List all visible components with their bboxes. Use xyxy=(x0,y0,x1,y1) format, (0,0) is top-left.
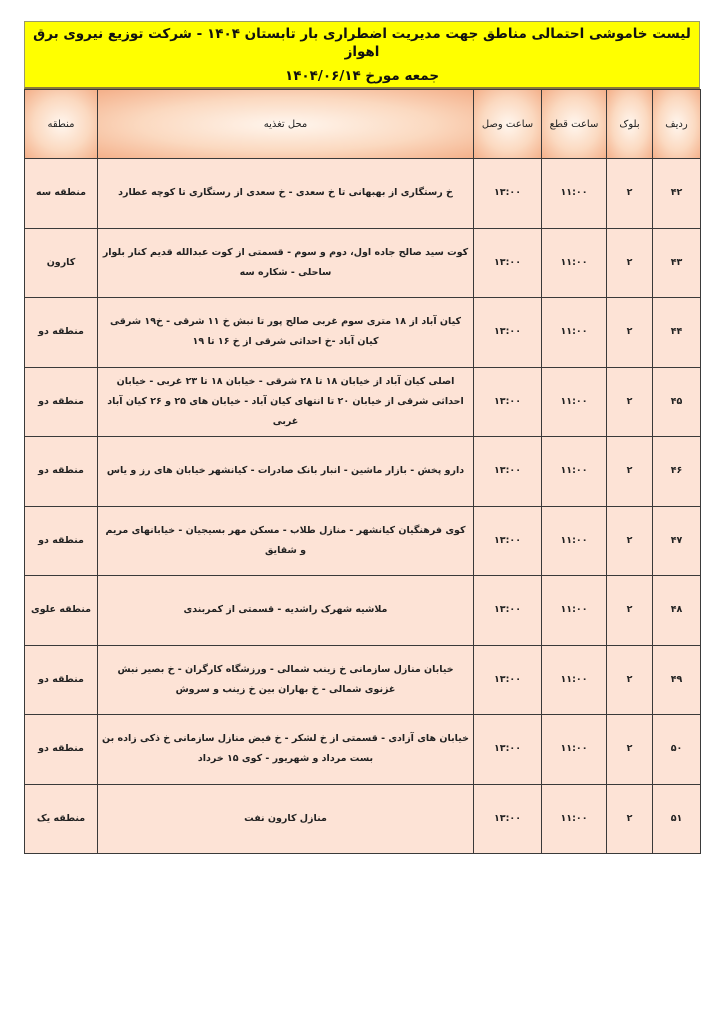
cell-radif: ۴۲ xyxy=(653,159,701,229)
cell-location: منازل کارون نفت xyxy=(98,784,474,854)
cell-area: منطقه سه xyxy=(25,159,98,229)
column-header-block: بلوک xyxy=(607,90,653,159)
cell-block: ۲ xyxy=(607,506,653,576)
cell-location: خیابان منازل سازمانی خ زینب شمالی - ورزشگاه کارگران - خ بصیر نبش غزنوی شمالی - خ بهاران بین خ زینب و سروش xyxy=(98,645,474,715)
cell-location: دارو پخش - بازار ماشین - انبار بانک صادرات - کیانشهر خیابان های رز و یاس xyxy=(98,437,474,507)
cell-area: منطقه علوی xyxy=(25,576,98,646)
cell-cut-time: ۱۱:۰۰ xyxy=(542,506,607,576)
cell-block: ۲ xyxy=(607,367,653,437)
cell-radif: ۴۸ xyxy=(653,576,701,646)
cell-cut-time: ۱۱:۰۰ xyxy=(542,159,607,229)
cell-location: خیابان های آزادی - قسمتی از خ لشکر - خ فیض منازل سازمانی خ ذکی زاده بن بست مرداد و شهریور - کوی ۱۵ خرداد xyxy=(98,715,474,785)
column-header-cut-time: ساعت قطع xyxy=(542,90,607,159)
cell-cut-time: ۱۱:۰۰ xyxy=(542,437,607,507)
table-row xyxy=(25,298,701,368)
cell-connect-time: ۱۳:۰۰ xyxy=(474,298,542,368)
cell-location: کیان آباد از ۱۸ متری سوم غربی صالح پور تا نبش خ ۱۱ شرقی - خ۱۹ شرقی کیان آباد -خ احداثی شرقی از خ ۱۶ تا ۱۹ xyxy=(98,298,474,368)
cell-connect-time: ۱۳:۰۰ xyxy=(474,506,542,576)
cell-cut-time: ۱۱:۰۰ xyxy=(542,715,607,785)
cell-cut-time: ۱۱:۰۰ xyxy=(542,298,607,368)
cell-block: ۲ xyxy=(607,298,653,368)
table-header-row xyxy=(25,90,701,159)
cell-connect-time: ۱۳:۰۰ xyxy=(474,159,542,229)
table-row xyxy=(25,645,701,715)
cell-cut-time: ۱۱:۰۰ xyxy=(542,576,607,646)
cell-area: منطقه دو xyxy=(25,298,98,368)
cell-connect-time: ۱۳:۰۰ xyxy=(474,228,542,298)
cell-radif: ۵۰ xyxy=(653,715,701,785)
cell-location: کوت سید صالح جاده اول، دوم و سوم - قسمتی از کوت عبدالله قدیم کنار بلوار ساحلی - شکاره سه xyxy=(98,228,474,298)
cell-block: ۲ xyxy=(607,576,653,646)
cell-cut-time: ۱۱:۰۰ xyxy=(542,645,607,715)
cell-block: ۲ xyxy=(607,784,653,854)
cell-block: ۲ xyxy=(607,159,653,229)
cell-connect-time: ۱۳:۰۰ xyxy=(474,784,542,854)
cell-block: ۲ xyxy=(607,228,653,298)
cell-radif: ۴۳ xyxy=(653,228,701,298)
cell-area: منطقه دو xyxy=(25,715,98,785)
document-date: جمعه مورخ ۱۴۰۴/۰۶/۱۴ xyxy=(284,67,440,84)
cell-connect-time: ۱۳:۰۰ xyxy=(474,715,542,785)
column-header-connect-time: ساعت وصل xyxy=(474,90,542,159)
cell-location: اصلی کیان آباد از خیابان ۱۸ تا ۲۸ شرقی - خیابان ۱۸ تا ۲۳ غربی - خیابان احداثی شرقی از خیابان ۲۰ تا انتهای کیان آباد - خیابان های ۲۵ و ۲۶ کیان آباد غربی xyxy=(98,367,474,437)
cell-area: منطقه دو xyxy=(25,645,98,715)
cell-cut-time: ۱۱:۰۰ xyxy=(542,784,607,854)
table-row xyxy=(25,506,701,576)
cell-radif: ۴۵ xyxy=(653,367,701,437)
cell-area: منطقه دو xyxy=(25,437,98,507)
table-row xyxy=(25,784,701,854)
cell-radif: ۵۱ xyxy=(653,784,701,854)
document-page xyxy=(24,21,700,854)
cell-radif: ۴۷ xyxy=(653,506,701,576)
cell-area: منطقه دو xyxy=(25,506,98,576)
cell-area: منطقه یک xyxy=(25,784,98,854)
cell-location: خ رستگاری از بهبهانی تا خ سعدی - خ سعدی از رستگاری تا کوچه عطارد xyxy=(98,159,474,229)
column-header-area: منطقه xyxy=(25,90,98,159)
cell-radif: ۴۶ xyxy=(653,437,701,507)
cell-radif: ۴۹ xyxy=(653,645,701,715)
cell-cut-time: ۱۱:۰۰ xyxy=(542,228,607,298)
cell-connect-time: ۱۳:۰۰ xyxy=(474,576,542,646)
table-row xyxy=(25,367,701,437)
cell-block: ۲ xyxy=(607,437,653,507)
table-row xyxy=(25,715,701,785)
column-header-radif: ردیف xyxy=(653,90,701,159)
cell-cut-time: ۱۱:۰۰ xyxy=(542,367,607,437)
cell-area: کارون xyxy=(25,228,98,298)
cell-area: منطقه دو xyxy=(25,367,98,437)
title-band xyxy=(24,21,700,89)
table-row xyxy=(25,228,701,298)
cell-location: کوی فرهنگیان کیانشهر - منازل طلاب - مسکن مهر بسیجیان - خیابانهای مریم و شقایق xyxy=(98,506,474,576)
outage-schedule-table xyxy=(24,89,701,854)
table-row xyxy=(25,437,701,507)
cell-connect-time: ۱۳:۰۰ xyxy=(474,367,542,437)
cell-block: ۲ xyxy=(607,715,653,785)
cell-location: ملاشیه شهرک راشدیه - قسمتی از کمربندی xyxy=(98,576,474,646)
table-row xyxy=(25,576,701,646)
cell-connect-time: ۱۳:۰۰ xyxy=(474,437,542,507)
cell-connect-time: ۱۳:۰۰ xyxy=(474,645,542,715)
cell-radif: ۴۴ xyxy=(653,298,701,368)
cell-block: ۲ xyxy=(607,645,653,715)
column-header-location: محل تغذیه xyxy=(98,90,474,159)
document-title: لیست خاموشی احتمالی مناطق جهت مدیریت اضطراری بار تابستان ۱۴۰۴ - شرکت توزیع نیروی برق اهواز xyxy=(33,25,691,60)
table-row xyxy=(25,159,701,229)
